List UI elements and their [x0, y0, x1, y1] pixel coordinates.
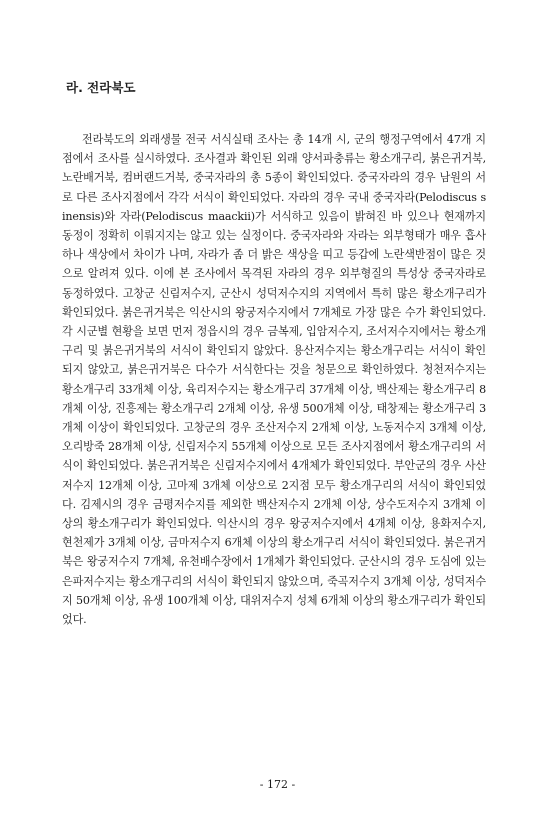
body-paragraph: 전라북도의 외래생물 전국 서식실태 조사는 총 14개 시, 군의 행정구역에서 47개 지점에서 조사를 실시하였다. 조사결과 확인된 외래 양서파충류는 황소개구리, 붉은귀거북, 노란배거북, 컴버랜드거북, 중국자라의 총 5종이 확인되었다. 중국자라의 경우 남원의 서로 다른 조사지점에서 각각 서식이 확인되었다. 자라의 경우 국내 중국자라(Pelodiscus sinensis)와 자라(Pelodiscus maackii)가 서식하고 있음이 밝혀진 바 있으나 현재까지 동정이 정확히 이뤄지지는 않고 있는 실정이다. 중국자라와 자라는 외부형태가 매우 흡사하나 색상에서 차이가 나며, 자라가 좀 더 밝은 색상을 띠고 등갑에 노란색반점이 많은 것으로 알려져 있다. 이에 본 조사에서 목격된 자라의 경우 외부형질의 특성상 중국자라로 동정하였다. 고창군 신림저수지, 군산시 성덕저수지의 지역에서 특히 많은 황소개구리가 확인되었다. 붉은귀거북은 익산시의 왕궁저수지에서 7개체로 가장 많은 수가 확인되었다. 각 시군별 현황을 보면 먼저 정읍시의 경우 금복제, 입암저수지, 조서저수지에서는 황소개구리 및 붉은귀거북의 서식이 확인되지 않았다. 용산저수지는 황소개구리는 서식이 확인되지 않았고, 붉은귀거북은 다수가 서식한다는 것을 청문으로 확인하였다. 청천저수지는 황소개구리 33개체 이상, 육리저수지는 황소개구리 37개체 이상, 백산제는 황소개구리 8개체 이상, 진흥제는 황소개구리 2개체 이상, 유생 500개체 이상, 태창제는 황소개구리 3개체 이상이 확인되었다. 고창군의 경우 조산저수지 2개체 이상, 노동저수지 3개체 이상, 오리방죽 28개체 이상, 신림저수지 55개체 이상으로 모든 조사지점에서 황소개구리의 서식이 확인되었다. 붉은귀거북은 신림저수지에서 4개체가 확인되었다. 부안군의 경우 사산저수지 12개체 이상, 고마제 3개체 이상으로 2지점 모두 황소개구리의 서식이 확인되었다. 김제시의 경우 금평저수지를 제외한 백산저수지 2개체 이상, 상수도저수지 3개체 이상의 황소개구리가 확인되었다. 익산시의 경우 왕궁저수지에서 4개체 이상, 용화저수지, 현천제가 3개체 이상, 금마저수지 6개체 이상의 황소개구리 서식이 확인되었다. 붉은귀거북은 왕궁저수지 7개체, 유천배수장에서 1개체가 확인되었다. 군산시의 경우 도심에 있는 은파저수지는 황소개구리의 서식이 확인되지 않았으며, 죽곡저수지 3개체 이상, 성덕저수지 50개체 이상, 유생 100개체 이상, 대위저수지 성체 6개체 이상의 황소개구리가 확인되었다. — [62, 133, 486, 627]
page-number: - 172 - — [259, 778, 296, 791]
section-heading: 라. 전라북도 — [66, 80, 136, 95]
